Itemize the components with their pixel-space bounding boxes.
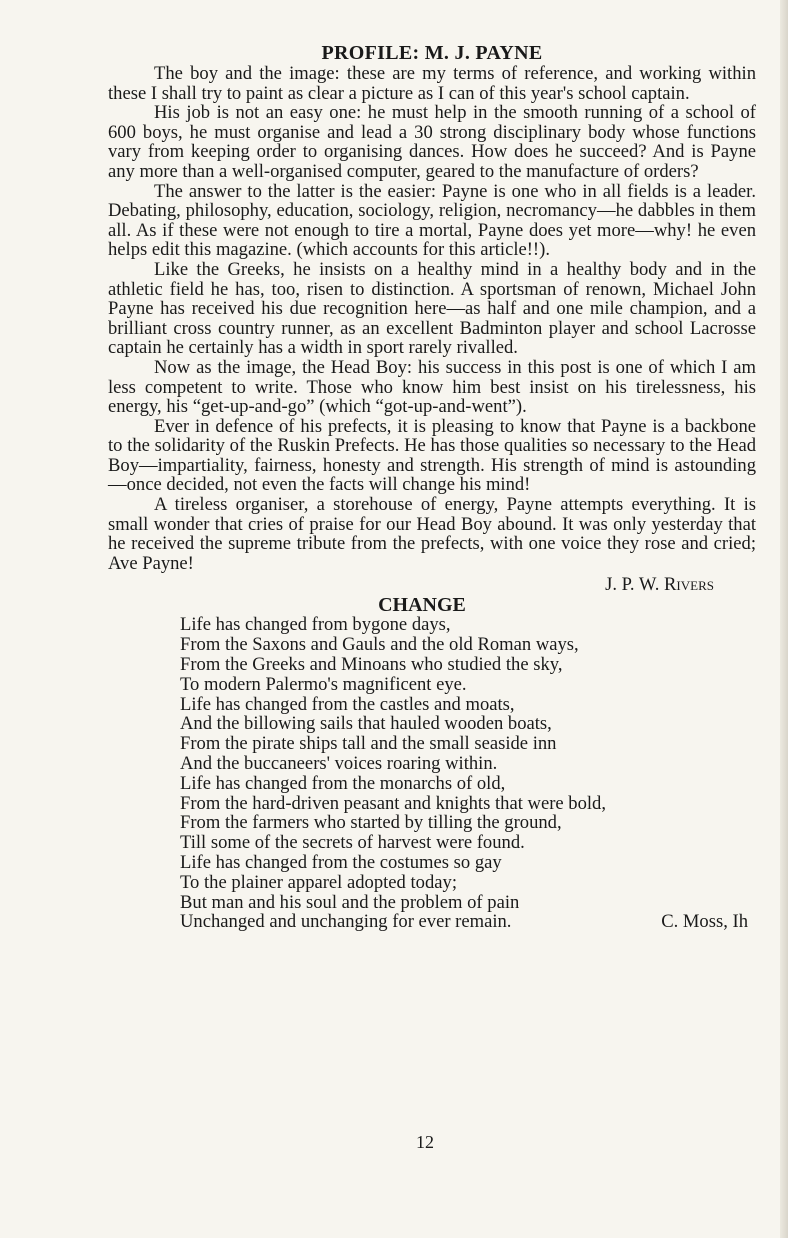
poem-line: Till some of the secrets of harvest were found.: [180, 832, 525, 854]
page-number: 12: [416, 1132, 434, 1152]
poem-line: Life has changed from the monarchs of old,: [180, 772, 506, 794]
poem-line: Life has changed from the costumes so gay: [180, 852, 502, 873]
profile-paragraph: Now as the image, the Head Boy: his success in this post is one of which I am less competent to write. Those who know him best insist on his tirelessness, his energy, his “get-up-and-go” (which “got-up-and-went”).: [108, 356, 756, 418]
poem-line: Life has changed from bygone days,: [180, 614, 451, 636]
poem-line: From the farmers who started by tilling the ground,: [180, 812, 562, 834]
poem-line: And the buccaneers' voices roaring within.: [180, 753, 498, 775]
poem-line: From the hard-driven peasant and knights that were bold,: [180, 792, 606, 814]
poem-line: To modern Palermo's magnificent eye.: [180, 673, 467, 695]
poem-line: From the pirate ships tall and the small seaside inn: [180, 733, 557, 755]
poem-title: CHANGE: [378, 594, 466, 617]
profile-paragraph: Like the Greeks, he insists on a healthy mind in a healthy body and in the athletic field he has, too, risen to distinction. A sportsman of renown, Michael John Payne has received his due recognition here—as half and one mile champion, and a brilliant cross country runner, as an excellent Badminton player and school Lacrosse captain he certainly has a width in sport rarely rivalled.: [108, 258, 756, 359]
profile-paragraph: His job is not an easy one: he must help in the smooth running of a school of 600 boys, he must organise and lead a 30 strong disciplinary body whose functions vary from keeping order to organising dances. How does he succeed? And is Payne any more than a well-organised computer, geared to the manufacture of orders?: [108, 102, 756, 182]
poem-line: From the Saxons and Gauls and the old Roman ways,: [180, 634, 579, 656]
page-edge-shadow: [780, 0, 788, 1238]
profile-paragraph: The boy and the image: these are my terms of reference, and working within these I shall try to paint as clear a picture as I can of this year's school captain.: [108, 63, 756, 104]
poem-line: Life has changed from the castles and moats,: [180, 693, 515, 715]
poem-line: Unchanged and unchanging for ever remain.: [180, 911, 512, 933]
poem-line: But man and his soul and the problem of pain: [180, 891, 520, 913]
poem-final-row: [180, 912, 748, 932]
profile-title: PROFILE: M. J. PAYNE: [321, 42, 543, 64]
magazine-page: [108, 42, 756, 932]
profile-paragraph: A tireless organiser, a storehouse of energy, Payne attempts everything. It is small wonder that cries of praise for our Head Boy abound. It was only yesterday that he received the supreme tribute from the prefects, with one voice they rose and cried; Ave Payne!: [108, 494, 756, 574]
poem-line: And the billowing sails that hauled wooden boats,: [180, 713, 552, 735]
profile-paragraph: The answer to the latter is the easier: Payne is one who in all fields is a leader. Debating, philosophy, education, sociology, religion, necromancy—he dabbles in them all. As if these were not enough to tire a mortal, Payne does yet more—why! he even helps edit this magazine. (which accounts for this article!!).: [108, 180, 756, 261]
poem-author: C. Moss, Ih: [661, 911, 748, 933]
author-initials: J. P. W.: [605, 574, 665, 596]
poem-body: [180, 615, 756, 932]
profile-paragraph: Ever in defence of his prefects, it is pleasing to know that Payne is a backbone to the solidarity of the Ruskin Prefects. He has those qualities so necessary to the Head Boy—impartiality, fairness, honesty and strength. His strength of mind is astounding—once decided, not even the facts will change his mind!: [108, 415, 756, 496]
poem-line: To the plainer apparel adopted today;: [180, 871, 457, 893]
profile-article: [108, 64, 756, 573]
profile-author: [108, 575, 714, 595]
author-surname: Rivers: [664, 574, 714, 596]
poem-line: From the Greeks and Minoans who studied the sky,: [180, 654, 563, 676]
